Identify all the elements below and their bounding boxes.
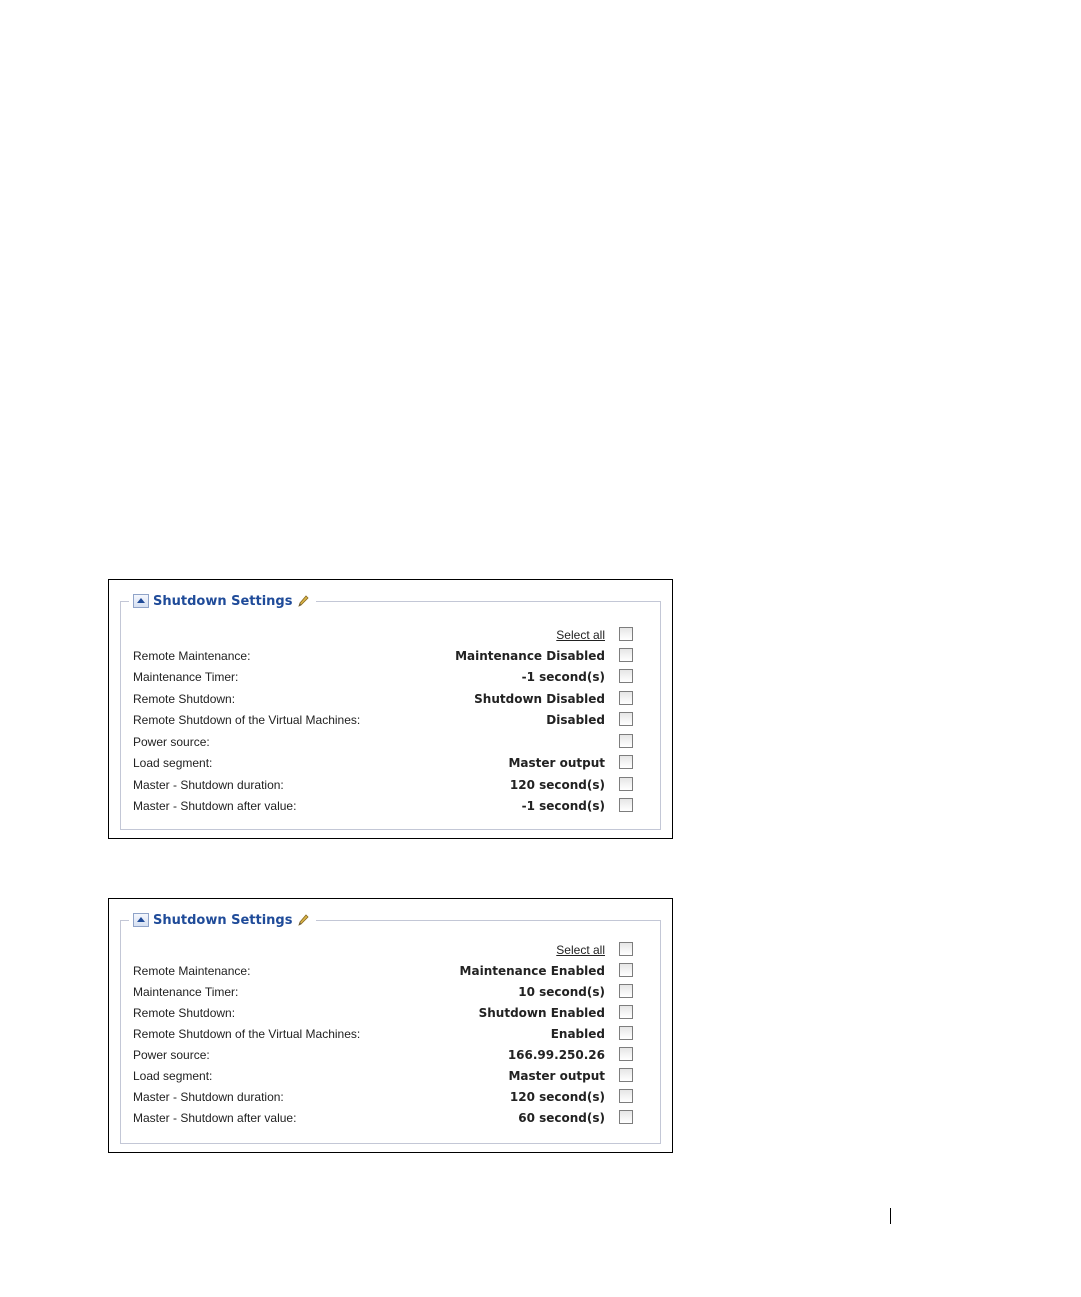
setting-checkbox[interactable] xyxy=(619,712,633,726)
setting-checkbox[interactable] xyxy=(619,755,633,769)
setting-label: Master - Shutdown duration: xyxy=(133,777,284,792)
setting-checkbox[interactable] xyxy=(619,691,633,705)
setting-row-maintenance-timer xyxy=(133,666,633,687)
setting-row-remote-shutdown-vms xyxy=(133,709,633,730)
setting-row-load-segment xyxy=(133,1065,633,1086)
setting-row-shutdown-duration xyxy=(133,774,633,795)
setting-value: Disabled xyxy=(546,712,605,727)
setting-row-remote-shutdown-vms xyxy=(133,1023,633,1044)
setting-row-load-segment xyxy=(133,752,633,773)
shutdown-settings-figure-2 xyxy=(108,898,673,1153)
setting-value: Master output xyxy=(508,755,605,770)
setting-label: Maintenance Timer: xyxy=(133,669,239,684)
setting-checkbox[interactable] xyxy=(619,669,633,683)
shutdown-settings-panel xyxy=(120,912,661,1144)
setting-label: Power source: xyxy=(133,734,210,749)
setting-row-shutdown-after xyxy=(133,795,633,816)
setting-label: Remote Shutdown: xyxy=(133,1005,236,1020)
setting-label: Maintenance Timer: xyxy=(133,984,239,999)
setting-value: -1 second(s) xyxy=(521,669,605,684)
select-all-row xyxy=(133,624,633,645)
setting-value: 166.99.250.26 xyxy=(507,1047,605,1062)
page-margin-mark xyxy=(890,1208,891,1224)
panel-title: Shutdown Settings xyxy=(153,593,293,609)
shutdown-settings-panel xyxy=(120,593,661,830)
select-all-row xyxy=(133,939,633,960)
setting-value: -1 second(s) xyxy=(521,798,605,813)
select-all-link[interactable]: Select all xyxy=(556,942,605,957)
setting-row-maintenance-timer xyxy=(133,981,633,1002)
setting-row-remote-maintenance xyxy=(133,960,633,981)
setting-value: Maintenance Disabled xyxy=(455,648,605,663)
collapse-up-icon[interactable] xyxy=(133,594,149,608)
shutdown-settings-figure-1 xyxy=(108,579,673,839)
setting-value: 120 second(s) xyxy=(509,1089,605,1104)
setting-checkbox[interactable] xyxy=(619,1005,633,1019)
pencil-icon[interactable] xyxy=(296,913,310,927)
setting-value: Master output xyxy=(508,1068,605,1083)
select-all-link[interactable]: Select all xyxy=(556,627,605,642)
setting-value: 60 second(s) xyxy=(518,1110,605,1125)
setting-value: Enabled xyxy=(550,1026,605,1041)
setting-label: Remote Shutdown of the Virtual Machines: xyxy=(133,712,361,727)
setting-checkbox[interactable] xyxy=(619,1026,633,1040)
setting-checkbox[interactable] xyxy=(619,1047,633,1061)
setting-label: Power source: xyxy=(133,1047,210,1062)
setting-checkbox[interactable] xyxy=(619,648,633,662)
setting-value: 10 second(s) xyxy=(518,984,605,999)
setting-label: Master - Shutdown after value: xyxy=(133,798,297,813)
setting-checkbox[interactable] xyxy=(619,963,633,977)
setting-row-remote-maintenance xyxy=(133,645,633,666)
setting-value: Maintenance Enabled xyxy=(459,963,605,978)
setting-row-remote-shutdown xyxy=(133,688,633,709)
panel-title: Shutdown Settings xyxy=(153,912,293,928)
setting-row-power-source xyxy=(133,1044,633,1065)
setting-checkbox[interactable] xyxy=(619,777,633,791)
setting-value: 120 second(s) xyxy=(509,777,605,792)
setting-checkbox[interactable] xyxy=(619,798,633,812)
setting-row-shutdown-after xyxy=(133,1107,633,1128)
setting-checkbox[interactable] xyxy=(619,984,633,998)
select-all-checkbox[interactable] xyxy=(619,627,633,641)
setting-label: Remote Shutdown: xyxy=(133,691,236,706)
setting-label: Load segment: xyxy=(133,755,213,770)
setting-checkbox[interactable] xyxy=(619,1089,633,1103)
setting-row-power-source xyxy=(133,731,633,752)
setting-row-remote-shutdown xyxy=(133,1002,633,1023)
setting-checkbox[interactable] xyxy=(619,1110,633,1124)
setting-label: Master - Shutdown after value: xyxy=(133,1110,297,1125)
setting-label: Load segment: xyxy=(133,1068,213,1083)
panel-legend xyxy=(129,909,316,931)
select-all-checkbox[interactable] xyxy=(619,942,633,956)
setting-label: Remote Maintenance: xyxy=(133,963,251,978)
setting-checkbox[interactable] xyxy=(619,734,633,748)
setting-value: Shutdown Disabled xyxy=(474,691,605,706)
setting-checkbox[interactable] xyxy=(619,1068,633,1082)
setting-value: Shutdown Enabled xyxy=(478,1005,605,1020)
setting-row-shutdown-duration xyxy=(133,1086,633,1107)
setting-label: Master - Shutdown duration: xyxy=(133,1089,284,1104)
setting-label: Remote Maintenance: xyxy=(133,648,251,663)
setting-label: Remote Shutdown of the Virtual Machines: xyxy=(133,1026,361,1041)
pencil-icon[interactable] xyxy=(296,594,310,608)
panel-legend xyxy=(129,590,316,612)
collapse-up-icon[interactable] xyxy=(133,913,149,927)
